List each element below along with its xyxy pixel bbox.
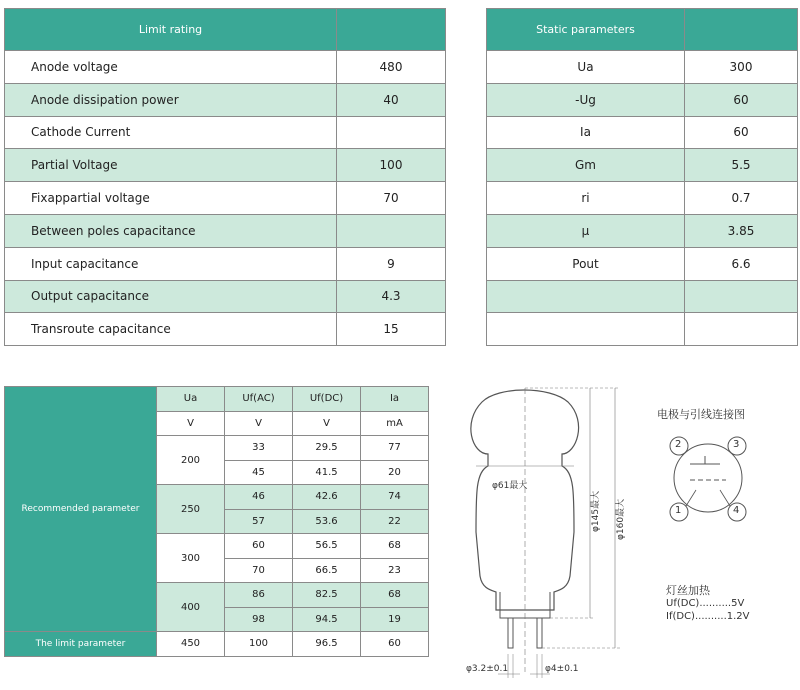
limit-rating-name: Partial Voltage: [5, 149, 337, 182]
limit-rating-value: 40: [337, 83, 446, 116]
static-parameter-value: 6.6: [685, 247, 798, 280]
limit-rating-value: 9: [337, 247, 446, 280]
static-parameter-row: [487, 182, 798, 215]
filament-title: 灯丝加热: [666, 584, 710, 597]
limit-rating-row: [5, 149, 446, 182]
static-parameter-name: [487, 313, 685, 346]
limit-parameter-label: The limit parameter: [5, 632, 157, 657]
limit-rating-value: [337, 214, 446, 247]
recommended-value: 19: [361, 607, 429, 632]
recommended-value: 20: [361, 460, 429, 485]
recommended-ua-value: 200: [157, 436, 225, 485]
recommended-unit: V: [225, 411, 293, 436]
recommended-value: 22: [361, 509, 429, 534]
limit-rating-value: 4.3: [337, 280, 446, 313]
recommended-value: 57: [225, 509, 293, 534]
pin-diameter-label: φ3.2±0.1: [466, 664, 509, 674]
static-parameter-value: [685, 280, 798, 313]
recommended-value: 33: [225, 436, 293, 461]
limit-parameter-value: 450: [157, 632, 225, 657]
recommended-value: 66.5: [293, 558, 361, 583]
static-parameter-row: [487, 280, 798, 313]
limit-rating-row: [5, 182, 446, 215]
recommended-value: 70: [225, 558, 293, 583]
pin-spacing-label: φ4±0.1: [545, 664, 579, 674]
recommended-value: 68: [361, 583, 429, 608]
static-parameter-row: [487, 51, 798, 84]
static-parameter-name: Ua: [487, 51, 685, 84]
recommended-value: 41.5: [293, 460, 361, 485]
connection-diagram-title: 电极与引线连接图: [657, 408, 745, 421]
recommended-value: 98: [225, 607, 293, 632]
limit-rating-row: [5, 51, 446, 84]
recommended-ua-value: 300: [157, 534, 225, 583]
limit-rating-row: [5, 280, 446, 313]
recommended-value: 86: [225, 583, 293, 608]
limit-rating-row: [5, 214, 446, 247]
limit-rating-header: Limit rating: [5, 9, 337, 51]
limit-rating-value: 480: [337, 51, 446, 84]
limit-rating-name: Output capacitance: [5, 280, 337, 313]
recommended-header: Uf(DC): [293, 387, 361, 412]
static-parameter-value: 0.7: [685, 182, 798, 215]
recommended-unit: mA: [361, 411, 429, 436]
static-parameters-header-blank: [685, 9, 798, 51]
recommended-unit: V: [293, 411, 361, 436]
pin-1-label: 1: [675, 505, 682, 516]
recommended-unit: V: [157, 411, 225, 436]
static-parameter-row: [487, 116, 798, 149]
limit-rating-row: [5, 247, 446, 280]
recommended-ua-value: 400: [157, 583, 225, 632]
recommended-header-row: [5, 387, 429, 412]
recommended-header: Ua: [157, 387, 225, 412]
limit-rating-row: [5, 313, 446, 346]
static-parameter-name: μ: [487, 214, 685, 247]
limit-rating-name: Anode dissipation power: [5, 83, 337, 116]
limit-rating-name: Anode voltage: [5, 51, 337, 84]
static-parameter-row: [487, 214, 798, 247]
limit-rating-row: [5, 116, 446, 149]
static-parameters-table: [486, 8, 798, 346]
recommended-value: 77: [361, 436, 429, 461]
limit-parameter-value: 60: [361, 632, 429, 657]
limit-rating-value: 15: [337, 313, 446, 346]
limit-rating-name: Fixappartial voltage: [5, 182, 337, 215]
limit-rating-table: [4, 8, 446, 346]
limit-rating-name: Between poles capacitance: [5, 214, 337, 247]
limit-rating-name: Cathode Current: [5, 116, 337, 149]
static-parameter-name: Ia: [487, 116, 685, 149]
recommended-value: 42.6: [293, 485, 361, 510]
static-parameter-value: 3.85: [685, 214, 798, 247]
limit-rating-name: Transroute capacitance: [5, 313, 337, 346]
recommended-value: 94.5: [293, 607, 361, 632]
tube-diagram: [450, 382, 800, 688]
recommended-value: 53.6: [293, 509, 361, 534]
limit-rating-header-blank: [337, 9, 446, 51]
limit-rating-value: 70: [337, 182, 446, 215]
recommended-header: Uf(AC): [225, 387, 293, 412]
recommended-parameters-table: [4, 386, 429, 657]
static-parameter-value: 60: [685, 83, 798, 116]
limit-parameter-row: [5, 632, 429, 657]
pin-3-label: 3: [733, 439, 740, 450]
limit-rating-row: [5, 83, 446, 116]
recommended-parameter-label: Recommended parameter: [5, 387, 157, 632]
static-parameter-value: 5.5: [685, 149, 798, 182]
recommended-value: 23: [361, 558, 429, 583]
limit-parameter-value: 96.5: [293, 632, 361, 657]
recommended-value: 74: [361, 485, 429, 510]
recommended-value: 56.5: [293, 534, 361, 559]
static-parameter-row: [487, 247, 798, 280]
recommended-value: 82.5: [293, 583, 361, 608]
height-145-label: φ145最大: [591, 490, 601, 532]
filament-current: If(DC)..........1.2V: [666, 611, 750, 622]
static-parameter-row: [487, 313, 798, 346]
static-parameter-name: Gm: [487, 149, 685, 182]
limit-rating-value: [337, 116, 446, 149]
static-parameter-name: [487, 280, 685, 313]
limit-parameter-value: 100: [225, 632, 293, 657]
static-parameter-name: Pout: [487, 247, 685, 280]
limit-rating-name: Input capacitance: [5, 247, 337, 280]
pin-4-label: 4: [733, 505, 740, 516]
recommended-value: 68: [361, 534, 429, 559]
static-parameter-value: 60: [685, 116, 798, 149]
static-parameter-row: [487, 149, 798, 182]
filament-voltage: Uf(DC)..........5V: [666, 598, 745, 609]
static-parameter-value: [685, 313, 798, 346]
height-160-label: φ160最大: [616, 498, 626, 540]
recommended-value: 45: [225, 460, 293, 485]
static-parameter-name: ri: [487, 182, 685, 215]
recommended-value: 29.5: [293, 436, 361, 461]
limit-rating-value: 100: [337, 149, 446, 182]
static-parameters-header: Static parameters: [487, 9, 685, 51]
static-parameter-value: 300: [685, 51, 798, 84]
recommended-value: 46: [225, 485, 293, 510]
recommended-ua-value: 250: [157, 485, 225, 534]
static-parameter-name: -Ug: [487, 83, 685, 116]
recommended-header: Ia: [361, 387, 429, 412]
static-parameter-row: [487, 83, 798, 116]
pin-2-label: 2: [675, 439, 682, 450]
recommended-value: 60: [225, 534, 293, 559]
diameter-label: φ61最大: [492, 481, 528, 491]
